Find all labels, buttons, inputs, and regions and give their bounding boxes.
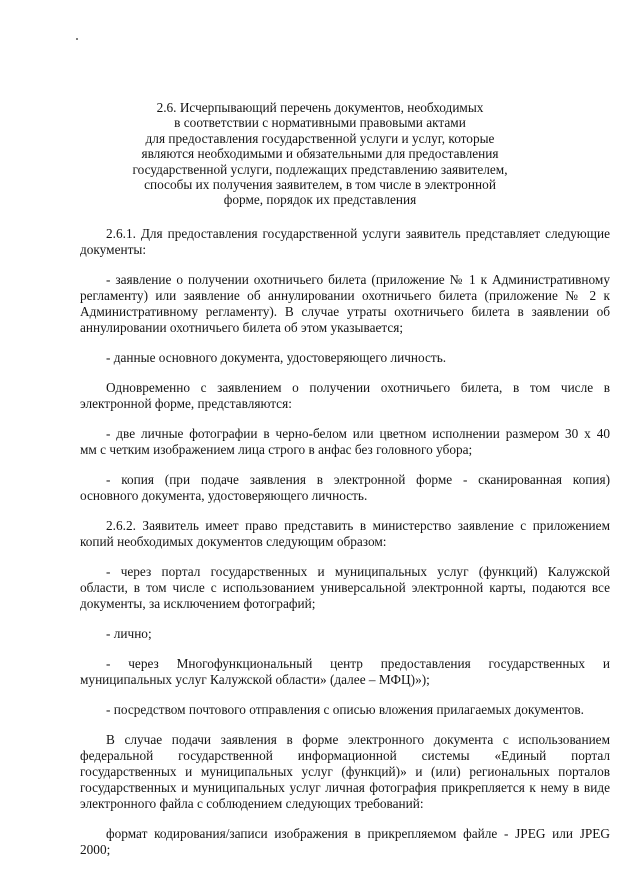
text-line: 2.6.2. Заявитель имеет право представить в министерство заявление с приложением bbox=[106, 518, 610, 533]
text-line: - заявление о получении охотничьего билета (приложение № 1 к Административному bbox=[106, 272, 610, 287]
heading-line: для предоставления государственной услуги и услуг, которые bbox=[145, 130, 495, 146]
text-line: аннулировании охотничьего билета об этом указывается; bbox=[80, 320, 404, 335]
text-line: - две личные фотографии в черно-белом или цветном исполнении размером 30 х 40 bbox=[106, 426, 610, 441]
text-line: муниципальных услуг Калужской области» (далее – МФЦ)»); bbox=[80, 672, 430, 687]
heading-line: государственной услуги, подлежащих представлению заявителем, bbox=[132, 161, 508, 177]
text-line: федеральной государственной информационной системы «Единый портал bbox=[80, 748, 610, 763]
text-line: мм с четким изображением лица строго в анфас без головного убора; bbox=[80, 442, 473, 457]
heading-line: способы их получения заявителем, в том числе в электронной bbox=[144, 177, 496, 193]
text-line: В случае подачи заявления в форме электронного документа с использованием bbox=[106, 732, 610, 747]
text-line: формат кодирования/записи изображения в прикрепляемом файле - JPEG или JPEG bbox=[106, 826, 610, 841]
text-line: государственных и муниципальных услуг личная фотография прикрепляется к нему в виде bbox=[80, 780, 610, 795]
text-line: копий необходимых документов следующим образом: bbox=[80, 534, 387, 549]
text-line: области, в том числе с использованием универсальной электронной карты, подаются все bbox=[80, 580, 610, 595]
scan-speck bbox=[76, 38, 78, 40]
paragraph-portal bbox=[80, 564, 610, 612]
paragraph-mfc bbox=[80, 656, 610, 688]
heading-line: форме, порядок их представления bbox=[223, 192, 417, 208]
paragraph-format bbox=[80, 826, 610, 858]
paragraph-in-person bbox=[80, 626, 610, 642]
paragraph-electronic bbox=[80, 732, 610, 812]
text-line: Административному регламенту). В случае утраты охотничьего билета в заявлении об bbox=[80, 304, 610, 319]
text-line: основного документа, удостоверяющего личность. bbox=[80, 488, 368, 503]
text-line: Одновременно с заявлением о получении охотничьего билета, в том числе в bbox=[106, 380, 610, 395]
text-line: 2.6.1. Для предоставления государственной услуги заявитель представляет следующие bbox=[106, 226, 610, 241]
paragraph-photos bbox=[80, 426, 610, 458]
heading-line: 2.6. Исчерпывающий перечень документов, необходимых bbox=[156, 100, 484, 115]
paragraph-2-6-2 bbox=[80, 518, 610, 550]
text-line: - копия (при подаче заявления в электронной форме - сканированная копия) bbox=[106, 472, 610, 487]
text-line: электронного файла с соблюдением следующих требований: bbox=[80, 796, 424, 811]
paragraph-simultaneously bbox=[80, 380, 610, 412]
paragraph-mail bbox=[80, 702, 610, 718]
text-line: государственных и муниципальных услуг (функций)» и (или) региональных порталов bbox=[80, 764, 610, 779]
paragraph-copy bbox=[80, 472, 610, 504]
heading-line: являются необходимыми и обязательными для предоставления bbox=[141, 146, 499, 162]
text-line: - лично; bbox=[106, 626, 152, 641]
text-line: - через портал государственных и муниципальных услуг (функций) Калужской bbox=[106, 564, 610, 579]
paragraph-identity-data bbox=[80, 350, 610, 366]
text-line: - посредством почтового отправления с описью вложения прилагаемых документов. bbox=[106, 702, 584, 717]
text-line: регламенту) или заявление об аннулировании охотничьего билета (приложение № 2 к bbox=[80, 288, 610, 303]
text-line: документы, за исключением фотографий; bbox=[80, 596, 316, 611]
text-line: электронной форме, представляются: bbox=[80, 396, 292, 411]
document-body bbox=[80, 226, 610, 858]
text-line: - данные основного документа, удостоверяющего личность. bbox=[106, 350, 447, 365]
text-line: документы: bbox=[80, 242, 147, 257]
text-line: - через Многофункциональный центр предоставления государственных и bbox=[106, 656, 610, 671]
paragraph-2-6-1 bbox=[80, 226, 610, 258]
section-heading bbox=[130, 100, 510, 208]
heading-line: в соответствии с нормативными правовыми актами bbox=[174, 115, 466, 131]
paragraph-application bbox=[80, 272, 610, 336]
text-line: 2000; bbox=[80, 842, 111, 857]
